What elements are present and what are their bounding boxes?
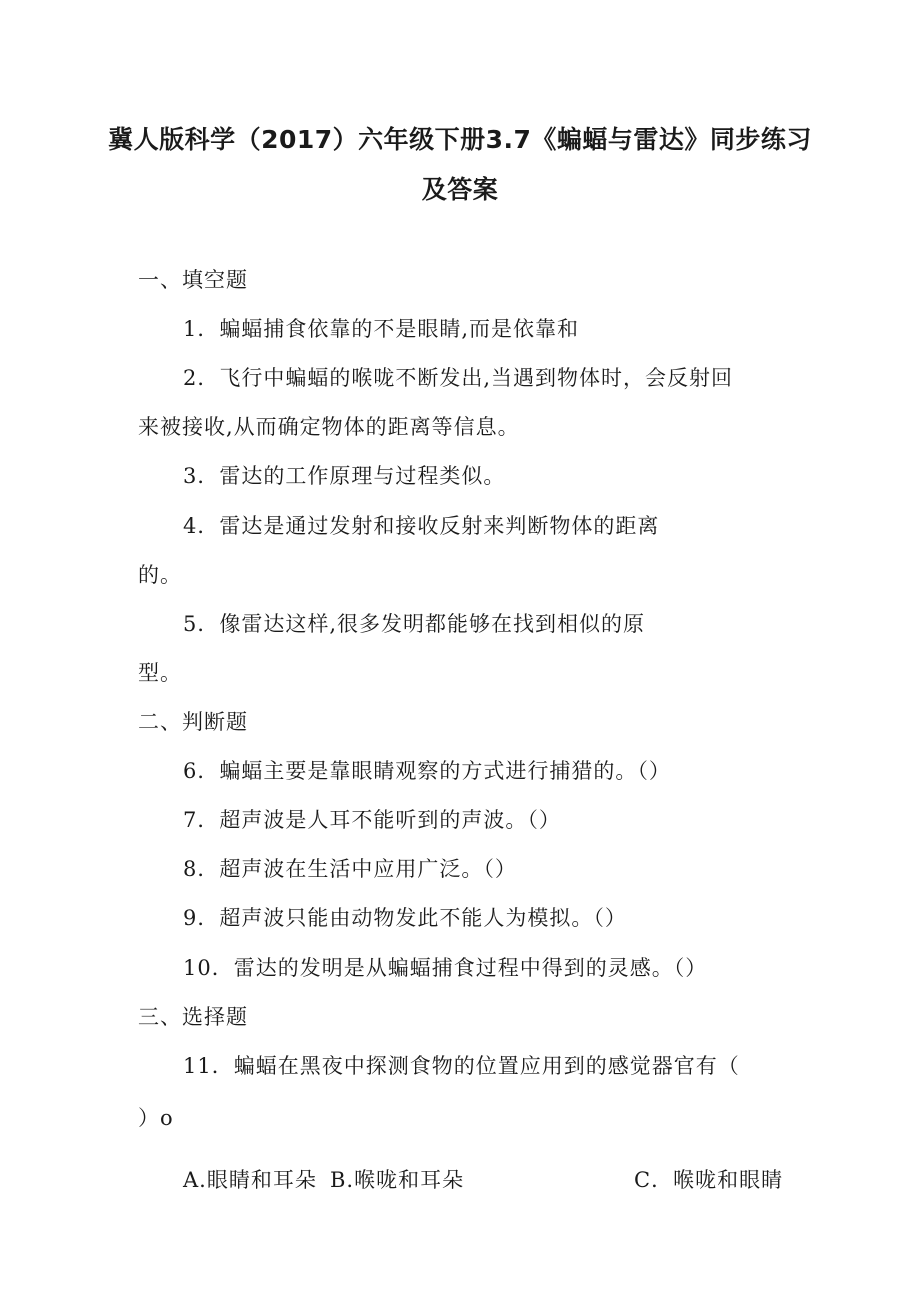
section-heading-true-false: 二、判断题 (138, 710, 248, 734)
question-5-line-2: 型。 (138, 661, 182, 685)
question-9: 9．超声波只能由动物发此不能人为模拟。（） (183, 906, 627, 930)
question-1: 1．蝙蝠捕食依靠的不是眼睛,而是依靠和 (183, 317, 580, 341)
question-10: 10．雷达的发明是从蝙蝠捕食过程中得到的灵感。（） (183, 956, 708, 980)
question-4-line-2: 的。 (138, 563, 182, 587)
question-2-line-1: 2．飞行中蝙蝠的喉咙不断发出,当遇到物体时，会反射回 (183, 366, 734, 390)
question-7: 7．超声波是人耳不能听到的声波。（） (183, 808, 561, 832)
section-heading-multiple-choice: 三、选择题 (138, 1005, 248, 1029)
document-title-line-1: 冀人版科学（2017）六年级下册3.7《蝙蝠与雷达》同步练习 (108, 125, 812, 154)
question-4-line-1: 4．雷达是通过发射和接收反射来判断物体的距离 (183, 514, 660, 538)
document-title-line-2: 及答案 (421, 175, 499, 204)
option-c: C．喉咙和眼睛 (634, 1168, 784, 1192)
option-b: B.喉咙和耳朵 (330, 1168, 465, 1192)
question-8: 8．超声波在生活中应用广泛。（） (183, 857, 517, 881)
question-3: 3．雷达的工作原理与过程类似。 (183, 464, 506, 488)
question-6: 6．蝙蝠主要是靠眼睛观察的方式进行捕猎的。（） (183, 759, 671, 783)
section-heading-fill-in: 一、填空题 (138, 268, 248, 292)
option-a: A.眼睛和耳朵 (183, 1168, 317, 1192)
question-11-line-2: ）o (138, 1106, 174, 1130)
question-2-line-2: 来被接收,从而确定物体的距离等信息。 (138, 415, 520, 439)
question-11-line-1: 11．蝙蝠在黑夜中探测食物的位置应用到的感觉器官有（ (183, 1054, 740, 1078)
question-5-line-1: 5．像雷达这样,很多发明都能够在找到相似的原 (183, 612, 646, 636)
